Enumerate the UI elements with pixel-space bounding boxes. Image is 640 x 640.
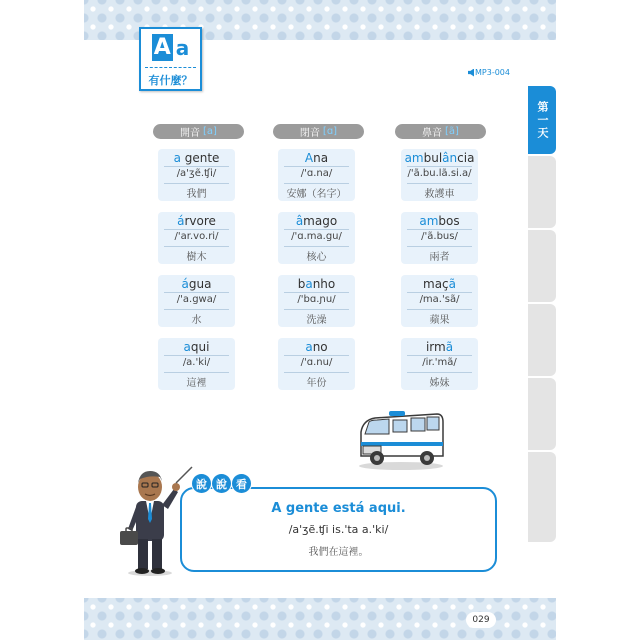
vocab-word: Ana (304, 151, 329, 165)
vocab-meaning: 樹木 (186, 252, 207, 263)
vocab-card (278, 275, 355, 327)
header-ipa: [a] (203, 126, 217, 137)
speak-badge-char: 說 (212, 474, 231, 493)
vocab-meaning: 安娜（名字） (286, 189, 347, 200)
vocab-word: âmago (295, 214, 338, 228)
vocab-meaning: 姊妹 (429, 378, 450, 389)
vocab-meaning: 核心 (306, 252, 327, 263)
page-number: 029 (466, 612, 496, 628)
tab-day-one-label: 第一天 (536, 100, 549, 140)
vocab-word: a gente (173, 151, 220, 165)
vocab-ipa: /'bɑ.ɲu/ (297, 294, 336, 305)
letter-upper: A (153, 35, 171, 60)
audio-track[interactable] (468, 68, 510, 77)
lesson-subtitle: 有什麼？ (148, 74, 193, 87)
header-ipa: [ɑ] (322, 126, 338, 137)
speak-badge-char: 說 (192, 474, 211, 493)
vocab-word: ano (305, 340, 328, 354)
vocab-card (278, 338, 355, 390)
vocab-word: irmã (425, 340, 454, 354)
vocab-meaning: 洗澡 (306, 315, 327, 326)
column-header-nasal (395, 124, 486, 139)
vocab-card (278, 149, 355, 201)
ambulance-illustration (355, 408, 447, 472)
vocab-ipa: /a.'ki/ (182, 357, 211, 368)
vocab-card (401, 149, 478, 201)
vocab-word: maçã (423, 277, 456, 291)
speak-badge (192, 474, 252, 493)
letter-lower: a (175, 35, 190, 60)
example-sentence-bubble (180, 487, 497, 572)
audio-track-label: MP3-004 (475, 68, 510, 77)
vocab-ipa: /'ã.bu.lã.si.a/ (407, 168, 472, 179)
header-ipa: [ã] (445, 126, 459, 137)
vocab-ipa: /'ɑ.ma.gu/ (291, 231, 342, 242)
column-header-open (153, 124, 244, 139)
column-header-closed (273, 124, 364, 139)
vocab-ipa: /'ã.bus/ (421, 231, 458, 242)
vocab-card (158, 275, 235, 327)
header-label: 閉音 (299, 128, 320, 139)
vocab-meaning: 年份 (306, 378, 327, 389)
header-label: 鼻音 (422, 128, 443, 139)
vocab-meaning: 蘋果 (429, 315, 450, 326)
vocab-word: água (181, 277, 212, 291)
vocab-ipa: /a'ʒẽ.ʧi/ (176, 168, 217, 179)
tab-placeholder[interactable] (528, 378, 556, 450)
vocab-word: banho (297, 277, 336, 291)
tab-placeholder[interactable] (528, 304, 556, 376)
vocab-word: ambulância (404, 151, 475, 165)
vocab-card (401, 212, 478, 264)
vocab-word: aqui (183, 340, 210, 354)
vocab-ipa: /'ɑ.nu/ (300, 357, 333, 368)
example-ipa: /a'ʒẽ.ʧi is.'ta a.'ki/ (288, 523, 389, 536)
tab-placeholder[interactable] (528, 452, 556, 542)
tab-placeholder[interactable] (528, 156, 556, 228)
vocab-meaning: 這裡 (186, 378, 207, 389)
vocab-meaning: 我們 (186, 189, 207, 200)
tab-day-one[interactable] (528, 86, 556, 154)
vocab-meaning: 救護車 (424, 189, 455, 200)
vocab-card (278, 212, 355, 264)
vocab-card (158, 212, 235, 264)
tab-placeholder[interactable] (528, 230, 556, 302)
example-sentence: A gente está aqui. (271, 501, 406, 516)
vocab-card (158, 149, 235, 201)
vocab-card (158, 338, 235, 390)
vocab-word: árvore (177, 214, 216, 228)
vocab-meaning: 水 (191, 315, 202, 326)
vocab-word: ambos (419, 214, 460, 228)
vocab-ipa: /ma.'sã/ (419, 294, 460, 305)
vocab-ipa: /'a.gwa/ (176, 294, 217, 305)
speaker-icon (468, 69, 474, 77)
vocab-meaning: 兩者 (429, 252, 450, 263)
speak-badge-char: 看 (232, 474, 251, 493)
vocab-ipa: /'ɑ.na/ (300, 168, 333, 179)
header-label: 開音 (180, 128, 201, 139)
divider (145, 67, 196, 68)
vocab-ipa: /'ar.vo.ri/ (174, 231, 219, 242)
vocab-card (401, 275, 478, 327)
vocab-card (401, 338, 478, 390)
lesson-letter-box (139, 27, 202, 91)
example-translation: 我們在這裡。 (308, 547, 369, 558)
vocab-ipa: /ir.'mã/ (422, 357, 457, 368)
